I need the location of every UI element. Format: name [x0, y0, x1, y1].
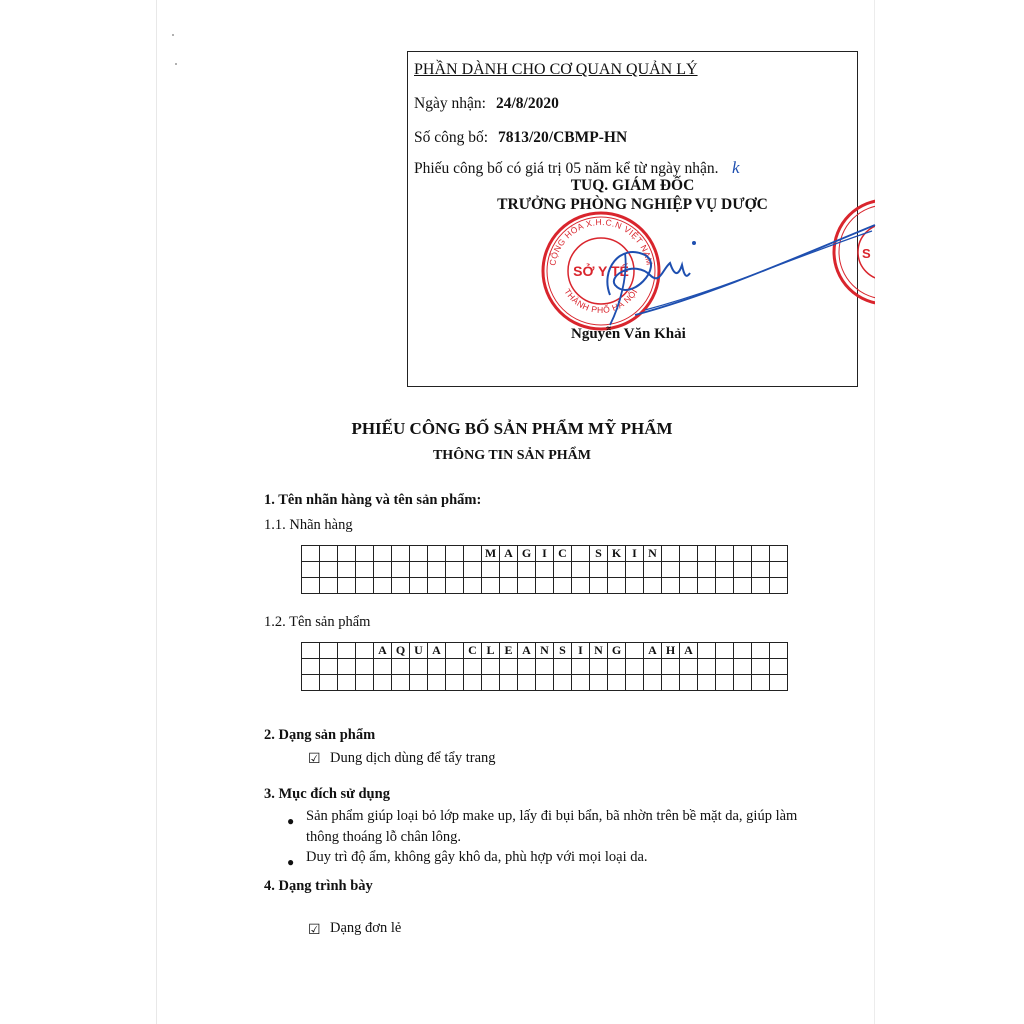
admin-section-header: PHẦN DÀNH CHO CƠ QUAN QUẢN LÝ	[414, 61, 698, 78]
grid-row	[302, 578, 788, 594]
grid-cell	[752, 546, 770, 562]
grid-cell	[518, 562, 536, 578]
grid-cell	[572, 659, 590, 675]
purpose-bullet-2: Duy trì độ ẩm, không gây khô da, phù hợp với mọi loại da.	[306, 849, 648, 865]
grid-cell	[644, 562, 662, 578]
grid-cell	[662, 675, 680, 691]
grid-cell	[536, 562, 554, 578]
grid-cell	[410, 546, 428, 562]
grid-cell	[338, 546, 356, 562]
document-subtitle: THÔNG TIN SẢN PHẨM	[432, 448, 592, 463]
grid-cell	[626, 659, 644, 675]
grid-cell	[626, 643, 644, 659]
section-4-heading: 4. Dạng trình bày	[264, 878, 373, 894]
grid-cell: I	[536, 546, 554, 562]
grid-cell	[410, 562, 428, 578]
grid-cell: I	[572, 643, 590, 659]
presentation-option: Dạng đơn lẻ	[330, 920, 402, 936]
grid-cell	[680, 562, 698, 578]
grid-cell	[770, 578, 788, 594]
announcement-number-value: 7813/20/CBMP-HN	[498, 129, 628, 146]
grid-cell	[752, 675, 770, 691]
grid-cell	[302, 659, 320, 675]
grid-cell	[464, 562, 482, 578]
grid-cell	[446, 562, 464, 578]
brand-label: 1.1. Nhãn hàng	[264, 517, 353, 533]
grid-cell	[680, 659, 698, 675]
announcement-number-label: Số công bố:	[414, 129, 489, 146]
grid-cell	[464, 546, 482, 562]
grid-cell	[500, 578, 518, 594]
grid-cell	[770, 643, 788, 659]
grid-cell	[734, 578, 752, 594]
grid-row	[302, 659, 788, 675]
grid-cell	[320, 675, 338, 691]
signer-name: Nguyễn Văn Khải	[571, 326, 686, 342]
grid-cell	[428, 546, 446, 562]
grid-cell	[302, 562, 320, 578]
grid-cell	[464, 578, 482, 594]
grid-cell	[302, 675, 320, 691]
grid-cell	[752, 562, 770, 578]
grid-cell	[320, 643, 338, 659]
grid-cell	[536, 578, 554, 594]
grid-cell	[698, 643, 716, 659]
grid-cell	[356, 659, 374, 675]
grid-cell: N	[536, 643, 554, 659]
grid-cell	[482, 659, 500, 675]
grid-cell	[680, 675, 698, 691]
grid-cell: A	[644, 643, 662, 659]
grid-cell	[500, 675, 518, 691]
presentation-checkbox: ☑	[308, 923, 321, 938]
grid-cell	[698, 546, 716, 562]
grid-cell	[320, 659, 338, 675]
grid-cell	[590, 562, 608, 578]
grid-cell	[572, 562, 590, 578]
grid-cell	[644, 578, 662, 594]
grid-cell	[338, 562, 356, 578]
grid-cell	[716, 659, 734, 675]
grid-cell	[662, 659, 680, 675]
grid-cell	[644, 659, 662, 675]
grid-cell	[554, 675, 572, 691]
grid-cell	[680, 546, 698, 562]
section-3-heading: 3. Mục đích sử dụng	[264, 786, 390, 802]
authority-line-2: TRƯỞNG PHÒNG NGHIỆP VỤ DƯỢC	[497, 196, 768, 213]
grid-cell	[554, 659, 572, 675]
grid-cell	[410, 659, 428, 675]
grid-cell	[590, 675, 608, 691]
grid-cell	[716, 643, 734, 659]
grid-cell	[752, 643, 770, 659]
grid-cell	[626, 562, 644, 578]
grid-cell: U	[410, 643, 428, 659]
grid-cell	[608, 659, 626, 675]
grid-cell: Q	[392, 643, 410, 659]
bullet-icon: ●	[287, 814, 295, 828]
grid-cell	[482, 562, 500, 578]
grid-cell	[338, 578, 356, 594]
scan-speck	[172, 34, 174, 36]
grid-cell	[554, 562, 572, 578]
grid-cell	[608, 562, 626, 578]
grid-cell	[374, 659, 392, 675]
grid-row	[302, 546, 788, 562]
grid-cell	[680, 578, 698, 594]
grid-cell	[446, 578, 464, 594]
grid-cell	[446, 643, 464, 659]
grid-cell	[608, 578, 626, 594]
grid-cell	[392, 675, 410, 691]
page-right-edge	[874, 0, 875, 1024]
grid-cell: M	[482, 546, 500, 562]
stamp-ring-top-text: CỘNG HÒA X.H.C.N VIỆT NAM	[547, 216, 655, 267]
grid-cell	[302, 546, 320, 562]
grid-cell: H	[662, 643, 680, 659]
product-name-label: 1.2. Tên sản phẩm	[264, 614, 371, 630]
product-type-option: Dung dịch dùng để tẩy trang	[330, 750, 496, 766]
section-2-heading: 2. Dạng sản phẩm	[264, 727, 376, 743]
grid-cell	[572, 546, 590, 562]
grid-cell	[356, 675, 374, 691]
grid-cell	[572, 578, 590, 594]
grid-cell	[698, 659, 716, 675]
grid-cell	[500, 659, 518, 675]
grid-cell	[338, 659, 356, 675]
purpose-bullet-1: Sản phẩm giúp loại bỏ lớp make up, lấy đi bụi bẩn, bã nhờn trên bề mặt da, giúp làm	[306, 808, 798, 824]
grid-cell	[428, 659, 446, 675]
grid-cell: G	[518, 546, 536, 562]
grid-cell	[320, 562, 338, 578]
page-left-edge	[156, 0, 157, 1024]
grid-cell	[518, 578, 536, 594]
grid-cell	[302, 643, 320, 659]
grid-cell	[392, 562, 410, 578]
grid-cell	[338, 675, 356, 691]
grid-cell	[518, 675, 536, 691]
grid-cell	[770, 675, 788, 691]
grid-cell	[482, 578, 500, 594]
grid-cell	[374, 562, 392, 578]
grid-cell	[662, 546, 680, 562]
grid-cell	[626, 675, 644, 691]
grid-cell	[428, 578, 446, 594]
grid-cell	[410, 675, 428, 691]
grid-cell	[752, 659, 770, 675]
grid-cell: C	[554, 546, 572, 562]
grid-cell	[590, 578, 608, 594]
product-type-checkbox: ☑	[308, 752, 321, 767]
grid-cell	[752, 578, 770, 594]
grid-cell	[734, 546, 752, 562]
grid-cell	[626, 578, 644, 594]
document-title: PHIẾU CÔNG BỐ SẢN PHẨM MỸ PHẨM	[351, 419, 673, 438]
grid-cell	[770, 546, 788, 562]
handwritten-initials: k	[732, 158, 740, 177]
authority-line-1: TUQ. GIÁM ĐỐC	[570, 177, 695, 194]
grid-cell	[446, 659, 464, 675]
grid-cell: A	[518, 643, 536, 659]
grid-cell	[392, 546, 410, 562]
received-date-label: Ngày nhận:	[414, 95, 486, 112]
grid-cell	[374, 578, 392, 594]
stamp-ring-bottom-text: THÀNH PHỐ HÀ NỘI	[562, 286, 640, 315]
grid-cell	[482, 675, 500, 691]
grid-row	[302, 643, 788, 659]
purpose-bullet-1-continued: thông thoáng lỗ chân lông.	[306, 829, 462, 845]
grid-row	[302, 675, 788, 691]
grid-cell	[716, 578, 734, 594]
grid-cell	[464, 659, 482, 675]
grid-cell: A	[428, 643, 446, 659]
grid-cell: A	[680, 643, 698, 659]
grid-cell	[464, 675, 482, 691]
grid-cell	[698, 675, 716, 691]
grid-cell	[698, 578, 716, 594]
grid-cell	[572, 675, 590, 691]
grid-cell	[302, 578, 320, 594]
grid-cell	[644, 675, 662, 691]
validity-text: Phiếu công bố có giá trị 05 năm kể từ ngày nhận.	[414, 160, 719, 177]
grid-cell	[356, 562, 374, 578]
grid-cell: S	[554, 643, 572, 659]
bullet-icon: ●	[287, 855, 295, 869]
grid-cell	[356, 546, 374, 562]
product-name-grid	[301, 642, 788, 691]
grid-cell	[518, 659, 536, 675]
grid-cell: A	[500, 546, 518, 562]
grid-cell	[392, 659, 410, 675]
grid-cell: E	[500, 643, 518, 659]
grid-cell	[428, 562, 446, 578]
grid-cell	[320, 578, 338, 594]
grid-cell	[734, 675, 752, 691]
grid-cell	[662, 578, 680, 594]
grid-cell: N	[590, 643, 608, 659]
grid-cell	[662, 562, 680, 578]
grid-cell: C	[464, 643, 482, 659]
grid-cell	[770, 562, 788, 578]
grid-cell: N	[644, 546, 662, 562]
grid-cell	[716, 546, 734, 562]
grid-cell	[734, 643, 752, 659]
grid-cell	[392, 578, 410, 594]
grid-cell	[356, 578, 374, 594]
grid-row	[302, 562, 788, 578]
grid-cell: G	[608, 643, 626, 659]
grid-cell	[554, 578, 572, 594]
received-date-value: 24/8/2020	[496, 95, 559, 112]
grid-cell	[338, 643, 356, 659]
grid-cell: S	[590, 546, 608, 562]
grid-cell	[734, 562, 752, 578]
grid-cell	[698, 562, 716, 578]
grid-cell	[320, 546, 338, 562]
grid-cell	[446, 675, 464, 691]
grid-cell	[446, 546, 464, 562]
grid-cell	[536, 675, 554, 691]
grid-cell	[428, 675, 446, 691]
grid-cell	[734, 659, 752, 675]
grid-cell	[356, 643, 374, 659]
grid-cell	[608, 675, 626, 691]
grid-cell	[374, 546, 392, 562]
svg-text:S: S	[862, 246, 871, 261]
stamp-center-text: SỞ Y TẾ	[573, 263, 629, 279]
grid-cell	[590, 659, 608, 675]
grid-cell	[716, 675, 734, 691]
section-1-heading: 1. Tên nhãn hàng và tên sản phẩm:	[264, 492, 482, 508]
grid-cell	[374, 675, 392, 691]
signature	[590, 215, 880, 335]
grid-cell	[716, 562, 734, 578]
grid-cell	[770, 659, 788, 675]
grid-cell	[410, 578, 428, 594]
brand-name-grid	[301, 545, 788, 594]
grid-cell: A	[374, 643, 392, 659]
grid-cell: I	[626, 546, 644, 562]
grid-cell: K	[608, 546, 626, 562]
grid-cell	[500, 562, 518, 578]
scan-speck	[175, 63, 177, 65]
grid-cell: L	[482, 643, 500, 659]
grid-cell	[536, 659, 554, 675]
